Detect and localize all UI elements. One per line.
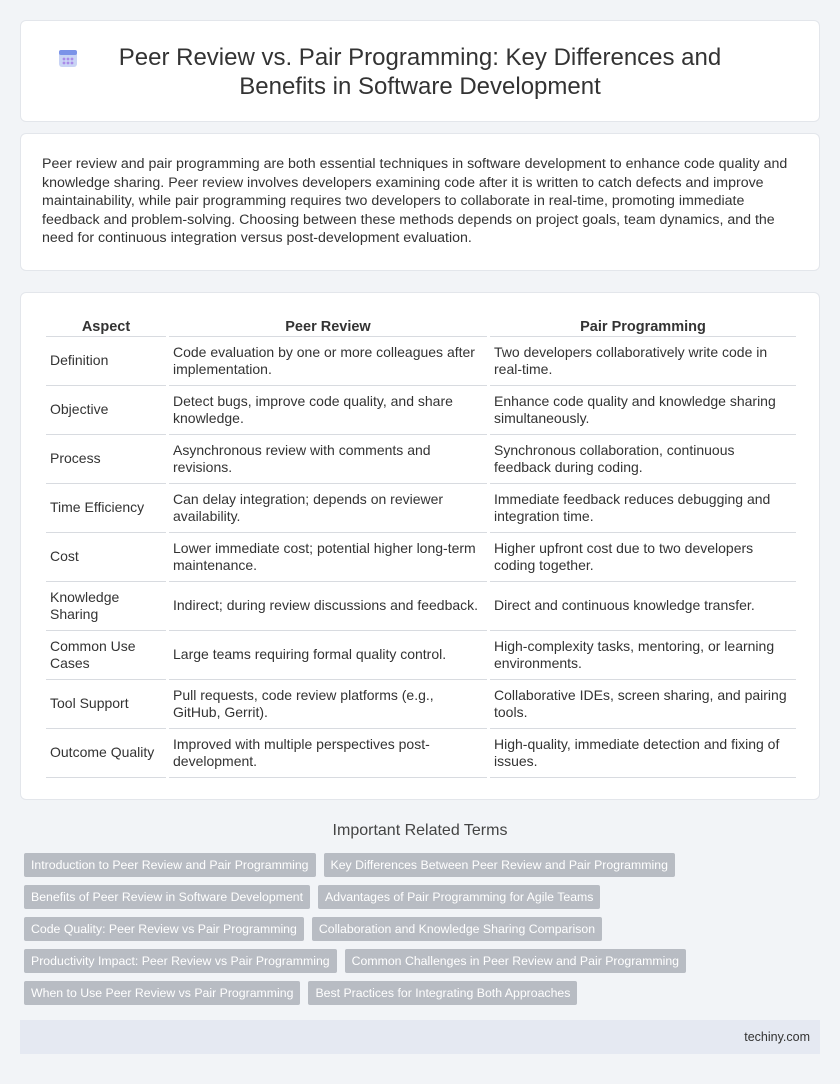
cell-aspect: Cost — [46, 533, 166, 582]
table-row — [46, 337, 796, 386]
cell-aspect: Objective — [46, 386, 166, 435]
footer — [20, 1020, 820, 1054]
header-peer-review: Peer Review — [169, 315, 487, 337]
related-term-link[interactable]: Benefits of Peer Review in Software Development — [24, 885, 310, 909]
table-row — [46, 533, 796, 582]
related-terms-list — [24, 853, 804, 1013]
cell-aspect: Time Efficiency — [46, 484, 166, 533]
cell-peer-review: Code evaluation by one or more colleagues after implementation. — [169, 337, 487, 386]
cell-pair-programming: Enhance code quality and knowledge sharing simultaneously. — [490, 386, 796, 435]
cell-peer-review: Pull requests, code review platforms (e.g., GitHub, Gerrit). — [169, 680, 487, 729]
cell-peer-review: Indirect; during review discussions and feedback. — [169, 582, 487, 631]
comparison-table — [43, 315, 799, 778]
related-terms-row — [24, 949, 804, 981]
footer-brand: techiny.com — [744, 1030, 810, 1044]
related-term-link[interactable]: Best Practices for Integrating Both Approaches — [308, 981, 577, 1005]
cell-pair-programming: High-complexity tasks, mentoring, or learning environments. — [490, 631, 796, 680]
related-terms-row — [24, 853, 804, 885]
related-term-link[interactable]: Common Challenges in Peer Review and Pair Programming — [345, 949, 686, 973]
related-term-link[interactable]: Productivity Impact: Peer Review vs Pair Programming — [24, 949, 337, 973]
table-header-row — [46, 315, 796, 337]
cell-peer-review: Can delay integration; depends on reviewer availability. — [169, 484, 487, 533]
cell-aspect: Process — [46, 435, 166, 484]
cell-pair-programming: Direct and continuous knowledge transfer. — [490, 582, 796, 631]
cell-peer-review: Improved with multiple perspectives post-development. — [169, 729, 487, 778]
related-term-link[interactable]: Collaboration and Knowledge Sharing Comparison — [312, 917, 602, 941]
header-aspect: Aspect — [46, 315, 166, 337]
cell-aspect: Knowledge Sharing — [46, 582, 166, 631]
cell-aspect: Outcome Quality — [46, 729, 166, 778]
related-terms-row — [24, 917, 804, 949]
cell-aspect: Common Use Cases — [46, 631, 166, 680]
cell-peer-review: Lower immediate cost; potential higher long-term maintenance. — [169, 533, 487, 582]
cell-aspect: Definition — [46, 337, 166, 386]
comparison-table-card — [20, 292, 820, 800]
page-title: Peer Review vs. Pair Programming: Key Differences and Benefits in Software Development — [118, 44, 722, 100]
cell-aspect: Tool Support — [46, 680, 166, 729]
intro-paragraph: Peer review and pair programming are both essential techniques in software development to enhance code quality and knowledge sharing. Peer review involves developers examining code after it is written to catch defects and improve maintainability, while pair programming requires two developers to collaborate in real-time, promoting immediate feedback and problem-solving. Choosing between these methods depends on project goals, team dynamics, and the need for continuous integration versus post-development evaluation. — [42, 156, 788, 247]
related-term-link[interactable]: Code Quality: Peer Review vs Pair Programming — [24, 917, 304, 941]
table-row — [46, 484, 796, 533]
cell-peer-review: Large teams requiring formal quality control. — [169, 631, 487, 680]
related-terms-heading: Important Related Terms — [332, 822, 508, 839]
intro-card — [20, 133, 820, 271]
header-pair-programming: Pair Programming — [490, 315, 796, 337]
related-terms-row — [24, 981, 804, 1013]
cell-pair-programming: Synchronous collaboration, continuous feedback during coding. — [490, 435, 796, 484]
table-row — [46, 386, 796, 435]
table-row — [46, 582, 796, 631]
cell-pair-programming: Immediate feedback reduces debugging and integration time. — [490, 484, 796, 533]
related-terms-row — [24, 885, 804, 917]
cell-pair-programming: Two developers collaboratively write code in real-time. — [490, 337, 796, 386]
table-row — [46, 435, 796, 484]
table-row — [46, 680, 796, 729]
related-term-link[interactable]: Key Differences Between Peer Review and Pair Programming — [324, 853, 675, 877]
cell-peer-review: Detect bugs, improve code quality, and share knowledge. — [169, 386, 487, 435]
related-term-link[interactable]: When to Use Peer Review vs Pair Programming — [24, 981, 300, 1005]
cell-peer-review: Asynchronous review with comments and revisions. — [169, 435, 487, 484]
table-row — [46, 729, 796, 778]
cell-pair-programming: Higher upfront cost due to two developers coding together. — [490, 533, 796, 582]
related-term-link[interactable]: Introduction to Peer Review and Pair Programming — [24, 853, 316, 877]
table-row — [46, 631, 796, 680]
title-card — [20, 20, 820, 122]
related-term-link[interactable]: Advantages of Pair Programming for Agile Teams — [318, 885, 600, 909]
cell-pair-programming: Collaborative IDEs, screen sharing, and pairing tools. — [490, 680, 796, 729]
cell-pair-programming: High-quality, immediate detection and fixing of issues. — [490, 729, 796, 778]
table-body — [46, 337, 796, 778]
